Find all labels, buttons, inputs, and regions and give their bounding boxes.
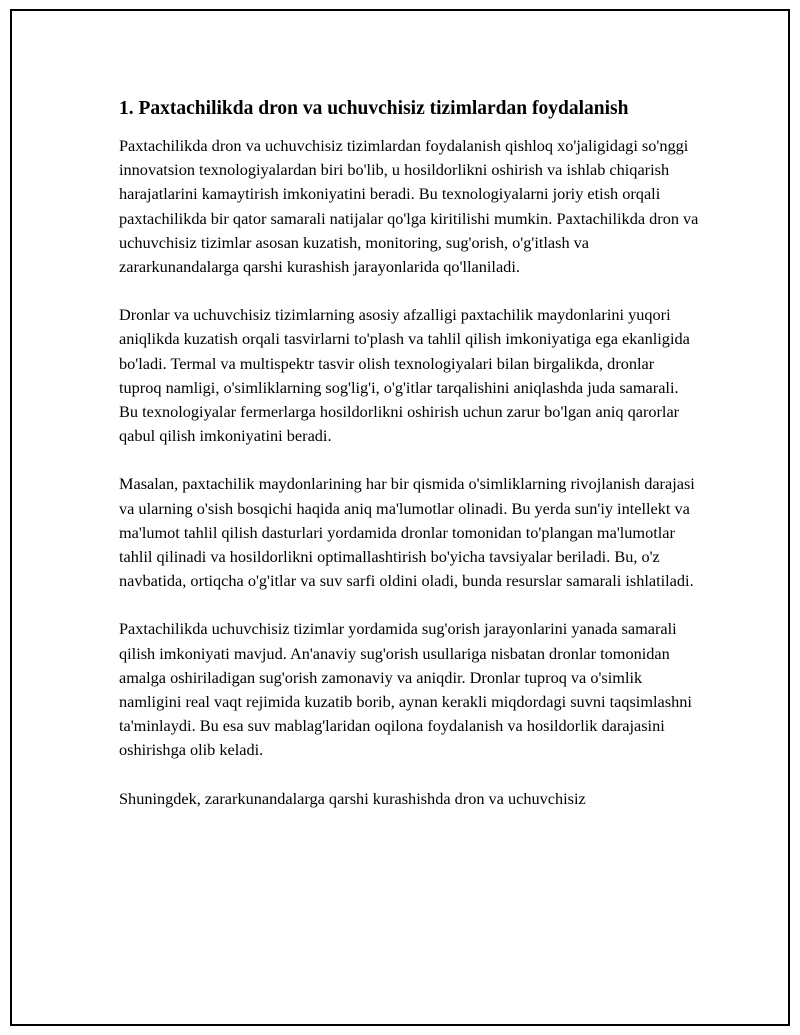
paragraph-2: Dronlar va uchuvchisiz tizimlarning asosiy afzalligi paxtachilik maydonlarini yuqori aniqlikda kuzatish orqali tasvirlarni to'plash va tahlil qilish imkoniyatiga ega ekanligida bo'ladi. Termal va multispektr tasvir olish texnologiyalari bilan birgalikda, dronlar tuproq namligi, o'simliklarning sog'lig'i, o'g'itlar tarqalishini aniqlashda juda samarali. Bu texnologiyalar fermerlarga hosildorlikni oshirish uchun zarur bo'lgan aniq qarorlar qabul qilish imkoniyatini beradi. [119, 305, 690, 446]
paragraph-5: Shuningdek, zararkunandalarga qarshi kurashishda dron va uchuvchisiz [119, 788, 586, 808]
section-heading: 1. Paxtachilikda dron va uchuvchisiz tizimlardan foydalanish [119, 98, 629, 119]
document-content [119, 97, 699, 835]
document-page [10, 9, 790, 1026]
paragraph-4: Paxtachilikda uchuvchisiz tizimlar yordamida sug'orish jarayonlarini yanada samarali qilish imkoniyati mavjud. An'anaviy sug'orish usullariga nisbatan dronlar tomonidan amalga oshiriladigan sug'orish zamonaviy va aniqdir. Dronlar tuproq va o'simlik namligini real vaqt rejimida kuzatib borib, aynan kerakli miqdordagi suvni taqsimlashni ta'minlaydi. Bu esa suv mablag'laridan oqilona foydalanish va hosildorlik darajasini oshirishga olib keladi. [119, 619, 692, 760]
paragraph-3: Masalan, paxtachilik maydonlarining har bir qismida o'simliklarning rivojlanish darajasi va ularning o'sish bosqichi haqida aniq ma'lumotlar olinadi. Bu yerda sun'iy intellekt va ma'lumot tahlil qilish dasturlari yordamida dronlar tomonidan to'plangan ma'lumotlar tahlil qilinadi va hosildorlikni optimallashtirish bo'yicha tavsiyalar beriladi. Bu, o'z navbatida, ortiqcha o'g'itlar va suv sarfi oldini oladi, bunda resurslar samarali ishlatiladi. [119, 474, 695, 591]
paragraph-1: Paxtachilikda dron va uchuvchisiz tizimlardan foydalanish qishloq xo'jaligidagi so'nggi innovatsion texnologiyalardan biri bo'lib, u hosildorlikni oshirish va ishlab chiqarish harajatlarini kamaytirish imkoniyatini beradi. Bu texnologiyalarni joriy etish orqali paxtachilikda bir qator samarali natijalar qo'lga kiritilishi mumkin. Paxtachilikda dron va uchuvchisiz tizimlar asosan kuzatish, monitoring, sug'orish, o'g'itlash va zararkunandalarga qarshi kurashish jarayonlarida qo'llaniladi. [119, 136, 699, 277]
